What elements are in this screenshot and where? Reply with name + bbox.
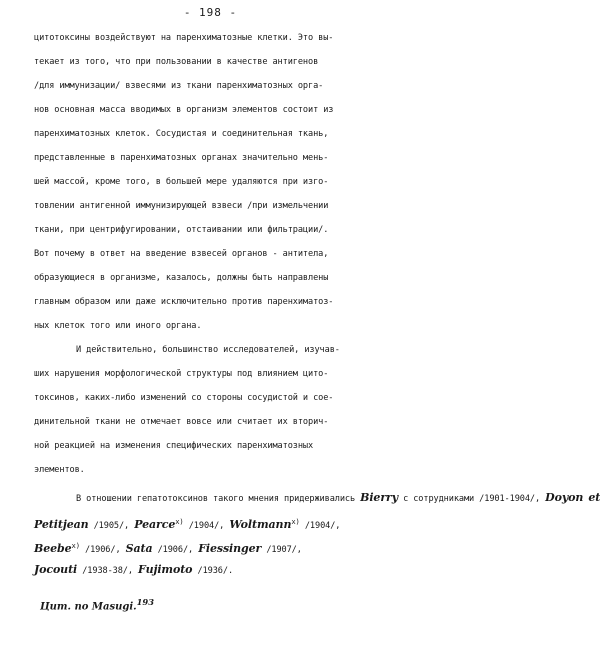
text-line: И действительно, большинство исследователей, изучав- — [76, 345, 340, 355]
author-name: Sata — [125, 541, 153, 555]
author-name: Doyon — [545, 491, 584, 504]
author-name: Woltmann — [229, 517, 292, 531]
footnote-mark: x) — [175, 517, 184, 526]
footnote-ref: 193 — [136, 597, 155, 607]
text-line: товлении антигенной иммунизирующей взвеси /при измельчении — [34, 201, 329, 211]
footnote-mark: x) — [291, 517, 300, 526]
text-line: ших нарушения морфологической структуры под влиянием цито- — [34, 369, 329, 379]
footnote: Цит. по Masugi.$^{193}$ — [40, 597, 155, 613]
author-name: Bierry — [360, 491, 398, 504]
text-line: Вот почему в ответ на введение взвесей органов - антитела, — [34, 249, 329, 259]
text-line: цитотоксины воздействуют на паренхиматозные клетки. Это вы- — [34, 33, 334, 43]
footnote-mark: x) — [71, 541, 80, 550]
author-name: Petitjean — [34, 517, 89, 531]
text-line: ной реакцией на изменения специфических паренхиматозных — [34, 441, 314, 451]
text-line: нов основная масса вводимых в организм элементов состоит из — [34, 105, 334, 115]
author-name: Fiessinger — [198, 541, 262, 555]
text-line: главным образом или даже исключительно против паренхиматоз- — [34, 297, 334, 307]
author-name: et — [588, 491, 600, 504]
text-line: /для иммунизации/ взвесями из ткани паренхиматозных орга- — [34, 81, 324, 91]
text-line: Jocouti /1938-38/, Fujimoto /1936/. — [34, 563, 234, 576]
text-line: Petitjean /1905/, Pearce$^{x)}$ /1904/, Woltmann$^{x)}$ /1904/, — [34, 517, 341, 531]
text-line: В отношении гепатотоксинов такого мнения придерживались Bierry с сотрудниками /1901-1904/, Doyon et — [76, 491, 600, 504]
text-line: элементов. — [34, 465, 85, 475]
text-line: шей массой, кроме того, в большей мере удаляются при изго- — [34, 177, 329, 187]
text-line: ных клеток того или иного органа. — [34, 321, 202, 331]
text-line: паренхиматозных клеток. Сосудистая и соединительная ткань, — [34, 129, 329, 139]
author-name: Pearce — [134, 517, 176, 531]
text-line: токсинов, каких-либо изменений со стороны сосудистой и сое- — [34, 393, 334, 403]
author-name: Beebe — [34, 541, 72, 555]
text-line: динительной ткани не отмечает вовсе или считает их вторич- — [34, 417, 329, 427]
text-line: ткани, при центрифугировании, отстаивании или фильтрации/. — [34, 225, 329, 235]
text-line: текает из того, что при пользовании в качестве антигенов — [34, 57, 319, 67]
author-name: Fujimoto — [138, 563, 193, 576]
page-number: - 198 - — [183, 6, 238, 19]
text-line: представленные в паренхиматозных органах значительно мень- — [34, 153, 329, 163]
text-line: образующиеся в организме, казалось, должны быть направлены — [34, 273, 329, 283]
text-line: Beebe$^{x)}$ /1906/, Sata /1906/, Fiessinger /1907/, — [34, 541, 302, 555]
author-name: Jocouti — [34, 563, 78, 576]
